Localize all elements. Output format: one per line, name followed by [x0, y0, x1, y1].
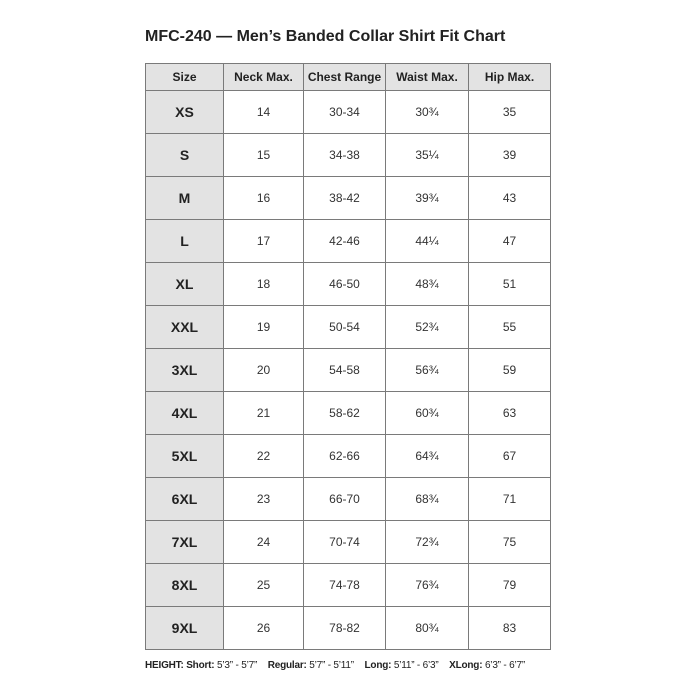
column-header-size: Size — [146, 64, 224, 91]
column-header-chest: Chest Range — [304, 64, 386, 91]
chest-cell: 58-62 — [304, 392, 386, 435]
neck-cell: 22 — [224, 435, 304, 478]
table-row — [146, 134, 551, 177]
hip-cell: 59 — [469, 349, 551, 392]
size-cell: 3XL — [146, 349, 224, 392]
size-cell: 6XL — [146, 478, 224, 521]
waist-cell: 72¾ — [386, 521, 469, 564]
size-cell: 4XL — [146, 392, 224, 435]
chest-cell: 78-82 — [304, 607, 386, 650]
table-row — [146, 91, 551, 134]
hip-cell: 67 — [469, 435, 551, 478]
hip-cell: 47 — [469, 220, 551, 263]
size-cell: XXL — [146, 306, 224, 349]
neck-cell: 24 — [224, 521, 304, 564]
table-header-row — [146, 64, 551, 91]
column-header-neck: Neck Max. — [224, 64, 304, 91]
hip-cell: 55 — [469, 306, 551, 349]
waist-cell: 30¾ — [386, 91, 469, 134]
waist-cell: 48¾ — [386, 263, 469, 306]
neck-cell: 20 — [224, 349, 304, 392]
table-row — [146, 564, 551, 607]
size-cell: L — [146, 220, 224, 263]
size-cell: M — [146, 177, 224, 220]
size-cell: 5XL — [146, 435, 224, 478]
neck-cell: 21 — [224, 392, 304, 435]
chest-cell: 42-46 — [304, 220, 386, 263]
size-cell: XS — [146, 91, 224, 134]
neck-cell: 18 — [224, 263, 304, 306]
chest-cell: 46-50 — [304, 263, 386, 306]
xlong-label: XLong: — [449, 660, 483, 671]
hip-cell: 51 — [469, 263, 551, 306]
xlong-value: 6’3” - 6’7” — [484, 660, 525, 671]
waist-cell: 76¾ — [386, 564, 469, 607]
hip-cell: 63 — [469, 392, 551, 435]
waist-cell: 68¾ — [386, 478, 469, 521]
neck-cell: 23 — [224, 478, 304, 521]
column-header-waist: Waist Max. — [386, 64, 469, 91]
column-header-hip: Hip Max. — [469, 64, 551, 91]
waist-cell: 60¾ — [386, 392, 469, 435]
chest-cell: 74-78 — [304, 564, 386, 607]
neck-cell: 15 — [224, 134, 304, 177]
long-value: 5’11” - 6’3” — [393, 660, 439, 671]
waist-cell: 52¾ — [386, 306, 469, 349]
waist-cell: 44¼ — [386, 220, 469, 263]
neck-cell: 19 — [224, 306, 304, 349]
chest-cell: 30-34 — [304, 91, 386, 134]
table-row — [146, 306, 551, 349]
hip-cell: 43 — [469, 177, 551, 220]
height-label: HEIGHT: — [145, 660, 184, 671]
neck-cell: 17 — [224, 220, 304, 263]
chest-cell: 54-58 — [304, 349, 386, 392]
height-footer — [145, 660, 533, 671]
size-cell: XL — [146, 263, 224, 306]
chest-cell: 66-70 — [304, 478, 386, 521]
hip-cell: 75 — [469, 521, 551, 564]
size-cell: S — [146, 134, 224, 177]
regular-value: 5’7” - 5’11” — [309, 660, 354, 671]
waist-cell: 35¼ — [386, 134, 469, 177]
chest-cell: 62-66 — [304, 435, 386, 478]
chest-cell: 38-42 — [304, 177, 386, 220]
table-row — [146, 220, 551, 263]
waist-cell: 80¾ — [386, 607, 469, 650]
chest-cell: 70-74 — [304, 521, 386, 564]
fit-chart-table — [145, 63, 551, 650]
chest-cell: 50-54 — [304, 306, 386, 349]
hip-cell: 83 — [469, 607, 551, 650]
waist-cell: 64¾ — [386, 435, 469, 478]
table-row — [146, 177, 551, 220]
table-body — [146, 91, 551, 650]
neck-cell: 14 — [224, 91, 304, 134]
table-row — [146, 521, 551, 564]
table-row — [146, 435, 551, 478]
table-row — [146, 349, 551, 392]
neck-cell: 25 — [224, 564, 304, 607]
neck-cell: 26 — [224, 607, 304, 650]
short-label: Short: — [186, 660, 215, 671]
neck-cell: 16 — [224, 177, 304, 220]
hip-cell: 79 — [469, 564, 551, 607]
table-row — [146, 392, 551, 435]
table-row — [146, 478, 551, 521]
hip-cell: 35 — [469, 91, 551, 134]
regular-label: Regular: — [267, 660, 307, 671]
size-cell: 7XL — [146, 521, 224, 564]
table-row — [146, 607, 551, 650]
table-row — [146, 263, 551, 306]
size-cell: 8XL — [146, 564, 224, 607]
chest-cell: 34-38 — [304, 134, 386, 177]
page-title: MFC-240 — Men’s Banded Collar Shirt Fit Chart — [145, 28, 506, 45]
short-value: 5’3” - 5’7” — [217, 660, 258, 671]
hip-cell: 39 — [469, 134, 551, 177]
size-cell: 9XL — [146, 607, 224, 650]
waist-cell: 56¾ — [386, 349, 469, 392]
long-label: Long: — [364, 660, 392, 671]
waist-cell: 39¾ — [386, 177, 469, 220]
hip-cell: 71 — [469, 478, 551, 521]
